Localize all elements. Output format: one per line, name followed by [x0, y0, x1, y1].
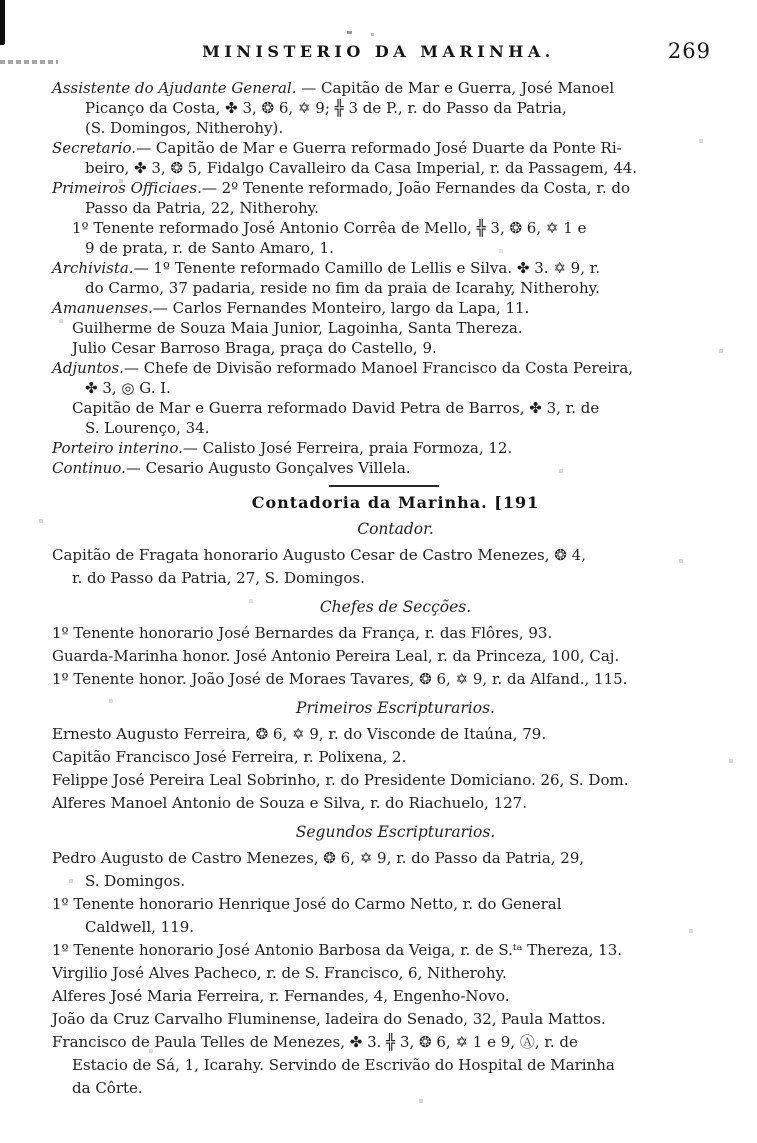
- entry-text: 1º Tenente honorario José Bernardes da França, r. das Flôres, 93.: [52, 624, 553, 642]
- text-line: [52, 622, 739, 645]
- text-line: [52, 962, 739, 985]
- ministry-staff-list: [52, 78, 739, 478]
- text-line: [52, 118, 739, 138]
- entry-text: — 2º Tenente reformado, João Fernandes da Costa, r. do: [201, 179, 631, 197]
- text-line: [52, 893, 739, 916]
- text-line: [52, 418, 739, 438]
- entry-text: Virgilio José Alves Pacheco, r. de S. Francisco, 6, Nitherohy.: [52, 964, 507, 982]
- entry-text: Picanço da Costa, ✤ 3, ❂ 6, ✡ 9; ╬ 3 de P., r. do Passo da Patria,: [85, 99, 567, 117]
- entry-text: Guilherme de Souza Maia Junior, Lagoinha, Santa Thereza.: [72, 319, 523, 337]
- entry-role-label: Porteiro interino.: [52, 439, 183, 457]
- entry-text: — 1º Tenente reformado Camillo de Lellis e Silva. ✤ 3. ✡ 9, r.: [133, 259, 601, 277]
- text-line: [52, 138, 739, 158]
- scan-artifact-corner-bar: [0, 0, 5, 45]
- entry-text: Julio Cesar Barroso Braga, praça do Castello, 9.: [72, 339, 437, 357]
- text-line: [52, 567, 739, 590]
- entry-text: ✤ 3, ◎ G. I.: [85, 379, 171, 397]
- text-line: [52, 746, 739, 769]
- entry-role-label: Archivista.: [52, 259, 134, 277]
- scan-artifact-speck: [347, 31, 352, 34]
- entry-text: — Cesario Augusto Gonçalves Villela.: [125, 459, 411, 477]
- text-line: [52, 158, 739, 178]
- entry-text: Alferes José Maria Ferreira, r. Fernandes, 4, Engenho-Novo.: [52, 987, 510, 1005]
- text-line: [52, 1077, 739, 1100]
- entry-text: 1º Tenente reformado José Antonio Corrêa de Mello, ╬ 3, ❂ 6, ✡ 1 e: [72, 219, 587, 237]
- text-line: [52, 258, 739, 278]
- text-line: [52, 939, 739, 962]
- section-divider: [329, 485, 439, 487]
- contadoria-section: [52, 518, 739, 1100]
- entry-text: 9 de prata, r. de Santo Amaro, 1.: [85, 239, 334, 257]
- text-line: [52, 98, 739, 118]
- page-title: MINISTERIO DA MARINHA.: [202, 42, 555, 61]
- entry-text: Capitão de Fragata honorario Augusto Cesar de Castro Menezes, ❂ 4,: [52, 546, 586, 564]
- text-line: [52, 458, 739, 478]
- running-head: [0, 39, 757, 63]
- entry-text: beiro, ✤ 3, ❂ 5, Fidalgo Cavalleiro da Casa Imperial, r. da Passagem, 44.: [85, 159, 638, 177]
- scan-noise-speckles: [0, 0, 2, 2]
- entry-text: — Calisto José Ferreira, praia Formoza, 12.: [182, 439, 513, 457]
- text-line: [52, 178, 739, 198]
- text-line: [52, 398, 739, 418]
- text-line: [52, 78, 739, 98]
- text-line: [52, 198, 739, 218]
- text-line: [52, 544, 739, 567]
- text-line: [52, 792, 739, 815]
- entry-text: Passo da Patria, 22, Nitherohy.: [85, 199, 319, 217]
- entry-text: Capitão de Mar e Guerra reformado David Petra de Barros, ✤ 3, r. de: [72, 399, 600, 417]
- entry-role-label: Adjuntos.: [52, 359, 124, 377]
- entry-text: — Capitão de Mar e Guerra, José Manoel: [296, 79, 615, 97]
- entry-text: S. Lourenço, 34.: [85, 419, 210, 437]
- entry-text: — Chefe de Divisão reformado Manoel Francisco da Costa Pereira,: [123, 359, 634, 377]
- text-line: [52, 723, 739, 746]
- text-line: [52, 318, 739, 338]
- subsection-heading: Contador.: [357, 520, 434, 538]
- entry-text: Felippe José Pereira Leal Sobrinho, r. do Presidente Domiciano. 26, S. Dom.: [52, 771, 629, 789]
- page-number: 269: [667, 39, 711, 63]
- text-line: [52, 238, 739, 258]
- text-line: [52, 916, 739, 939]
- entry-text: Capitão Francisco José Ferreira, r. Polixena, 2.: [52, 748, 407, 766]
- entry-text: S. Domingos.: [85, 872, 186, 890]
- entry-text: do Carmo, 37 padaria, reside no fim da praia de Icarahy, Nitherohy.: [85, 279, 600, 297]
- entry-text: Alferes Manoel Antonio de Souza e Silva, r. do Riachuelo, 127.: [52, 794, 527, 812]
- text-line: [52, 358, 739, 378]
- text-line: [52, 278, 739, 298]
- entry-text: João da Cruz Carvalho Fluminense, ladeira do Senado, 32, Paula Mattos.: [52, 1010, 606, 1028]
- text-line: [52, 847, 739, 870]
- text-line: [52, 1008, 739, 1031]
- text-line: [52, 870, 739, 893]
- entry-text: Caldwell, 119.: [85, 918, 195, 936]
- text-line: [52, 298, 739, 318]
- entry-text: 1º Tenente honorario José Antonio Barbosa da Veiga, r. de S.ᵗᵃ Thereza, 13.: [52, 941, 623, 959]
- entry-role-label: Continuo.: [52, 459, 126, 477]
- text-line: [52, 769, 739, 792]
- entry-role-label: Amanuenses.: [52, 299, 153, 317]
- entry-text: Pedro Augusto de Castro Menezes, ❂ 6, ✡ 9, r. do Passo da Patria, 29,: [52, 849, 585, 867]
- entry-text: — Capitão de Mar e Guerra reformado José Duarte da Ponte Ri-: [136, 139, 622, 157]
- entry-role-label: Secretario.: [52, 139, 137, 157]
- entry-text: Estacio de Sá, 1, Icarahy. Servindo de Escrivão do Hospital de Marinha: [72, 1056, 615, 1074]
- entry-text: 1º Tenente honor. João José de Moraes Tavares, ❂ 6, ✡ 9, r. da Alfand., 115.: [52, 670, 628, 688]
- text-line: [52, 668, 739, 691]
- entry-text: r. do Passo da Patria, 27, S. Domingos.: [72, 569, 365, 587]
- text-line: [52, 1031, 739, 1054]
- text-line: [52, 218, 739, 238]
- text-line: [52, 645, 739, 668]
- text-line: [52, 1054, 739, 1077]
- subsection-heading: Primeiros Escripturarios.: [296, 699, 495, 717]
- entry-text: (S. Domingos, Nitherohy).: [85, 119, 284, 137]
- subsection-heading: Chefes de Secções.: [319, 598, 472, 616]
- page-body: [0, 61, 757, 1100]
- text-line: [52, 438, 739, 458]
- entry-role-label: Assistente do Ajudante General.: [52, 79, 297, 97]
- entry-text: — Carlos Fernandes Monteiro, largo da Lapa, 11.: [152, 299, 530, 317]
- text-line: [52, 338, 739, 358]
- contadoria-section-heading: Contadoria da Marinha. [191: [251, 493, 540, 512]
- entry-text: Ernesto Augusto Ferreira, ❂ 6, ✡ 9, r. do Visconde de Itaúna, 79.: [52, 725, 547, 743]
- text-line: [52, 378, 739, 398]
- entry-role-label: Primeiros Officiaes.: [52, 179, 202, 197]
- entry-text: Francisco de Paula Telles de Menezes, ✤ 3. ╬ 3, ❂ 6, ✡ 1 e 9, Ⓐ, r. de: [52, 1033, 578, 1051]
- entry-text: da Côrte.: [72, 1079, 143, 1097]
- text-line: [52, 985, 739, 1008]
- entry-text: Guarda-Marinha honor. José Antonio Pereira Leal, r. da Princeza, 100, Caj.: [52, 647, 620, 665]
- scan-artifact-speck: [371, 33, 374, 36]
- subsection-heading: Segundos Escripturarios.: [295, 823, 496, 841]
- entry-text: 1º Tenente honorario Henrique José do Carmo Netto, r. do General: [52, 895, 562, 913]
